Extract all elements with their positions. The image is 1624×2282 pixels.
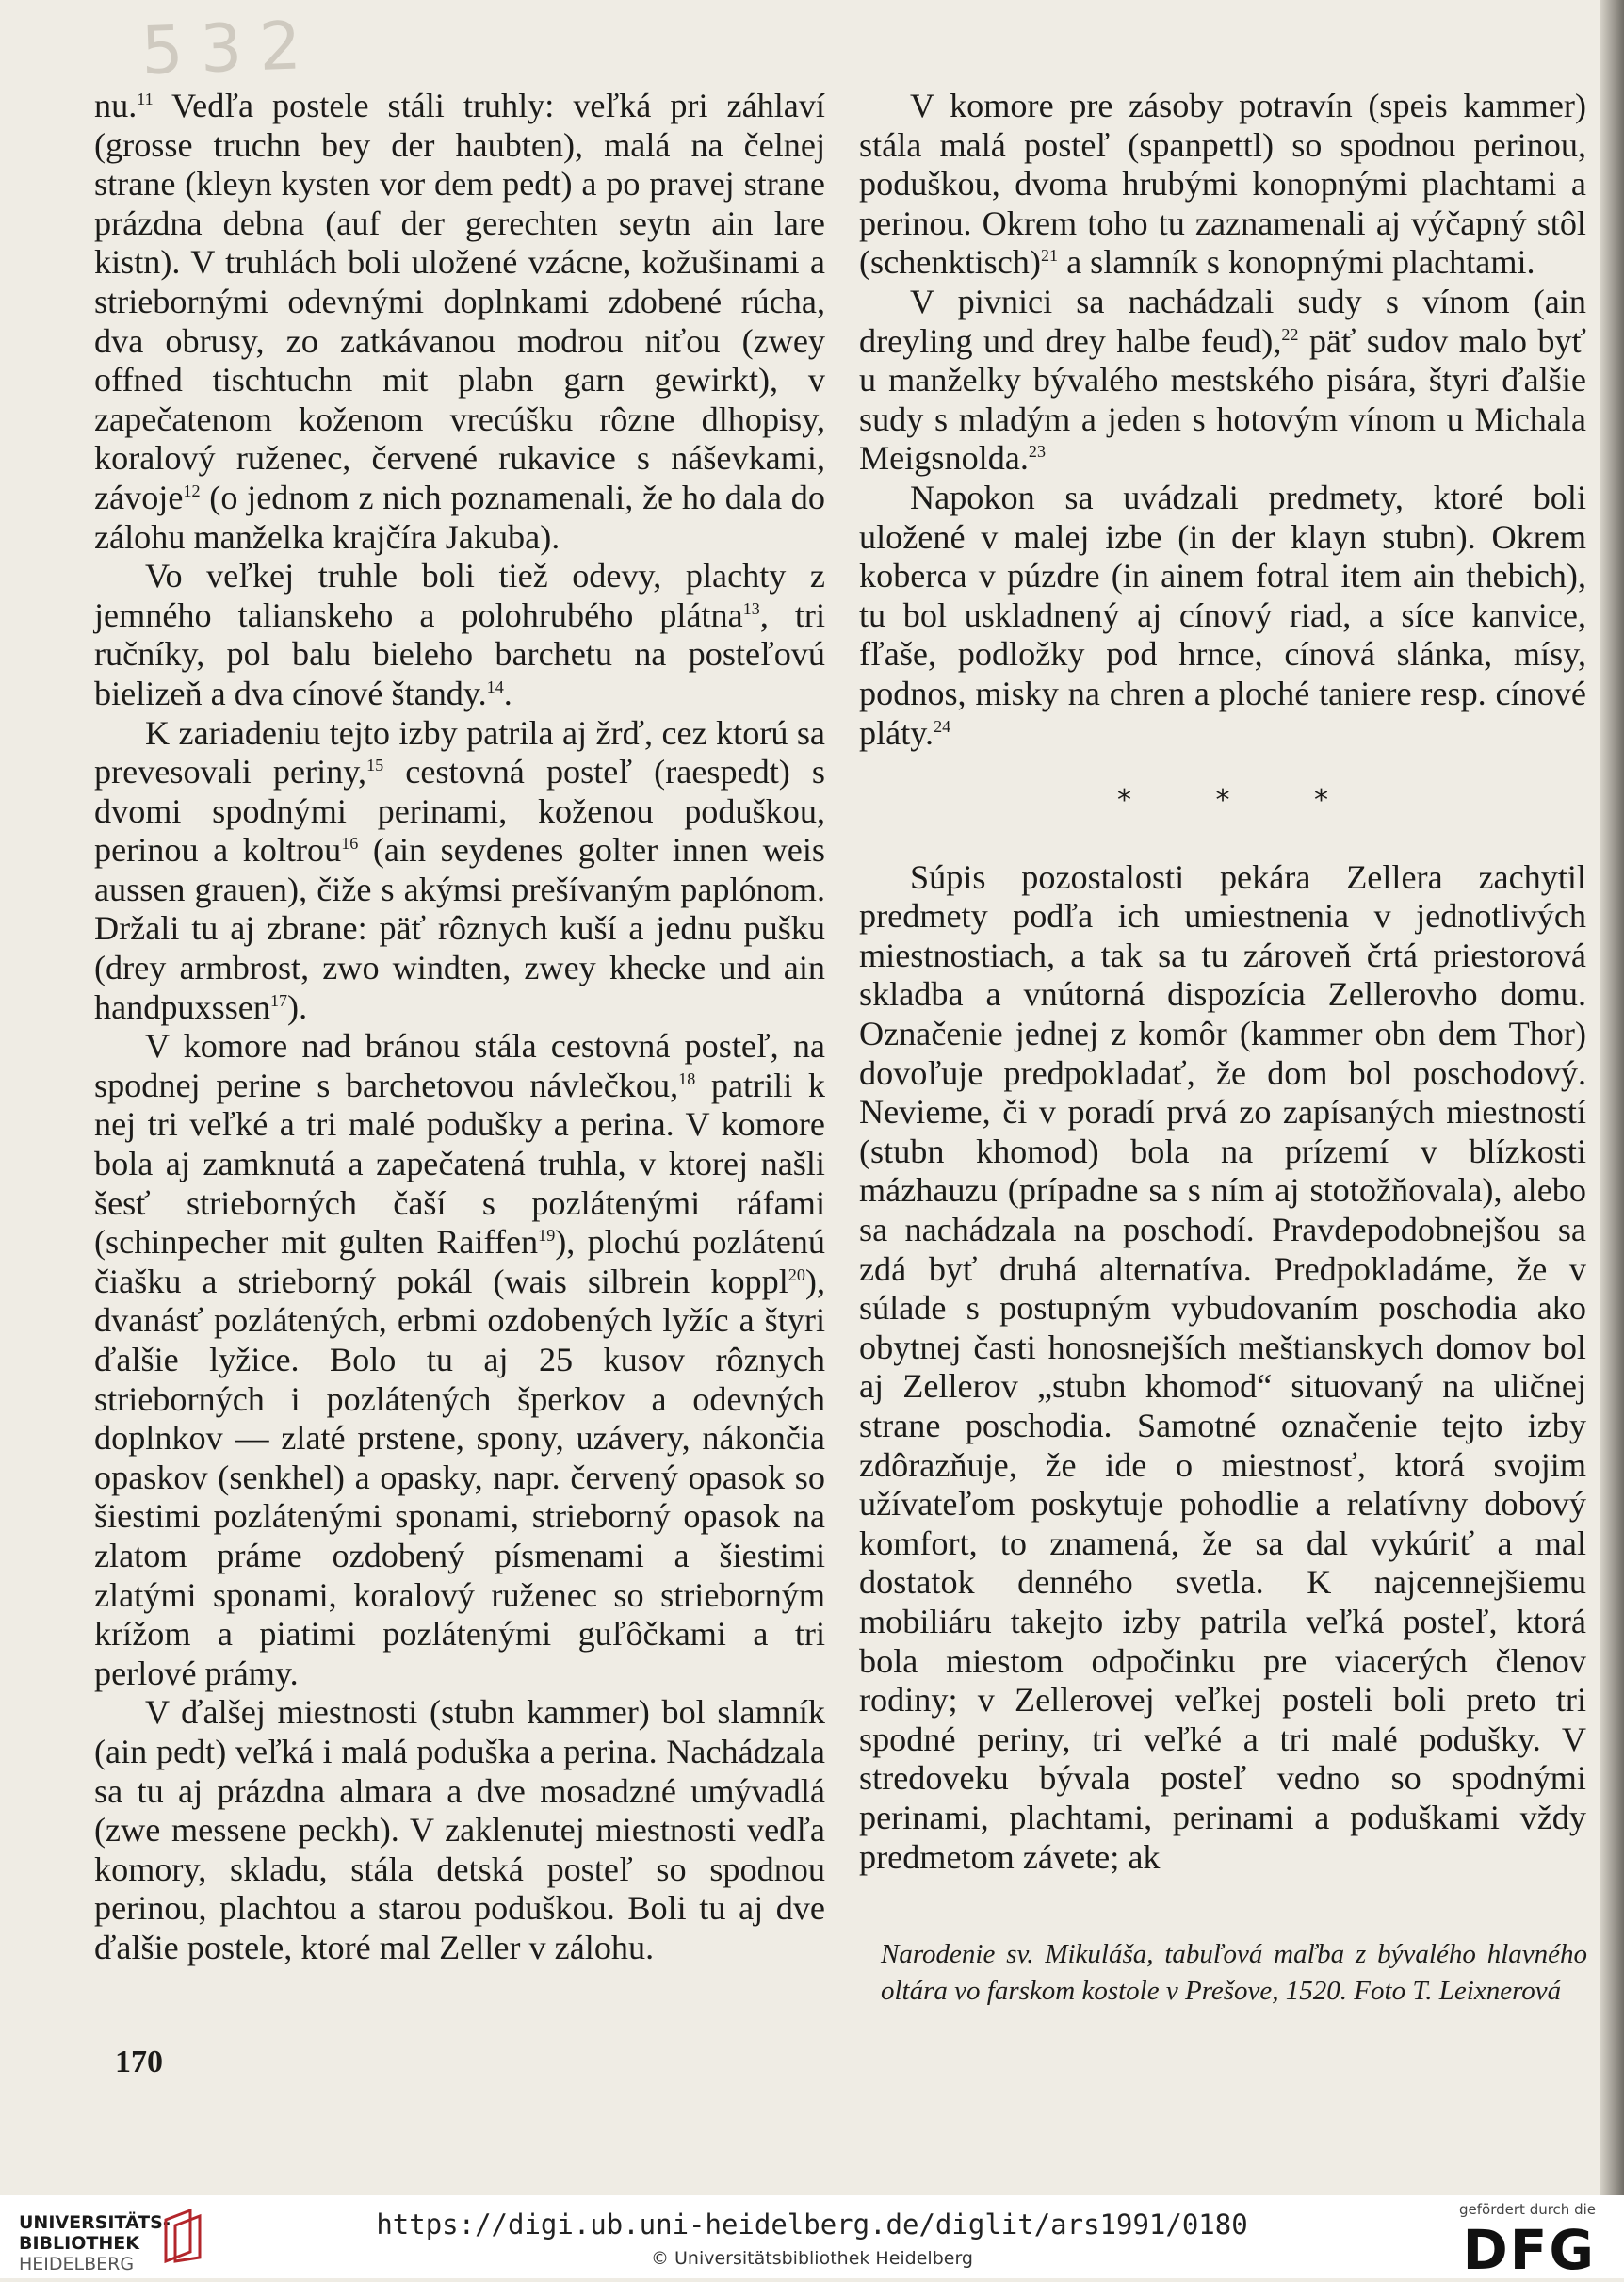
footnote-ref: 16 [341,834,359,854]
paragraph-text: . [503,674,512,712]
footnote-ref: 24 [934,716,951,736]
logo-line-1: UNIVERSITÄTS- [19,2212,171,2233]
paragraph-text: patrili k nej tri veľké a tri malé podušky a perina. V komore bola aj zamknutá a zapečatená truhla, v ktorej našli šesť strieborných čaší s pozlátenými ráfami (schinpecher mit gulten Raiffen [94,1066,825,1262]
paragraph-text: V ďalšej miestnosti (stubn kammer) bol slamník (ain pedt) veľká i malá poduška a perina. Nachádzala sa tu aj prázdna almara a dve mosadzné umývadlá (zwe messene peckh). V zaklenutej miestnosti vedľa komory, skladu, stála detská posteľ so spodnou perinou, plachtou a starou poduškou. Boli tu aj dve ďalšie postele, ktoré mal Zeller v zálohu. [94,1693,825,1966]
paragraph-text: V komore pre zásoby potravín (speis kammer) stála malá posteľ (spanpettl) so spodnou perinou, poduškou, dvoma hrubými konopnými plachtami a perinou. Okrem toho tu zaznamenali aj výčapný stôl (schenktisch) [859,87,1586,282]
footnote-ref: 14 [486,676,504,696]
figure-caption: Narodenie sv. Mikuláša, tabuľová maľba z bývalého hlavného oltára vo farskom kostole v Prešove, 1520. Foto T. Leixnerová [881,1939,1587,2006]
right-column-top [859,87,1586,753]
paragraph [94,87,825,557]
paragraph-text: K zariadeniu tejto izby patrila aj žrď, cez ktorú sa prevesovali periny, [94,713,825,791]
paragraph [859,283,1586,479]
paragraph-text: Súpis pozostalosti pekára Zellera zachytil predmety podľa ich umiestnenia v jednotlivých miestnostiach, a tak sa tu zároveň črtá priestorová skladba a vnútorná dispozícia Zellerovho domu. Označenie jednej z komôr (kammer obn dem Thor) dovoľuje predpokladať, že dom bol poschodový. Nevieme, či v poradí prvá zo zapísaných miestností (stubn khomod) bola na prízemí v blízkosti mázhauzu (prípadne sa s ním aj stotožňovala), alebo sa nachádzala na poschodí. Pravdepodobnejšou sa zdá byť druhá alternatíva. Predpokladáme, že v súlade s postupným vybudovaním poschodia ako obytnej časti honosnejších meštianskych domov bol aj Zellerov „stubn khomod“ situovaný na uličnej strane poschodia. Samotné označenie tejto izby zdôrazňuje, že ide o miestnosť, ktorá svojim užívateľom poskytuje pohodlie a relatívny dobový komfort, to znamená, že sa dal vykúriť a mal dostatok denného svetla. K najcennejšiemu mobiliáru takejto izby patrila veľká posteľ, ktorá bola miestom odpočinku pre viacerých členov rodiny; v Zellerovej veľkej posteli boli preto tri spodné periny, tri veľké a tri malé podušky. V stredoveku bývala posteľ vedno so spodnými perinami, plachtami, perinami a poduškami vždy predmetom závete; ak [859,857,1586,1876]
paragraph-text: Napokon sa uvádzali predmety, ktoré boli uložené v malej izbe (in der klayn stubn). Okrem koberca v púzdre (in ainem fotral item ain thebich), tu bol uskladnený aj cínový riad, a síce kanvice, fľaše, podložky pod hrnce, cínová slánka, mísy, podnos, misky na chren a ploché taniere resp. cínové pláty. [859,478,1586,752]
paragraph-text: ), dvanásť pozlátených, erbmi ozdobených lyžíc a štyri ďalšie lyžice. Bolo tu aj 25 kusov rôznych strieborných i pozlátených šperkov a odevných doplnkov — zlaté prstene, spony, uzávery, nákončia opaskov (senkhel) a opasky, napr. červený opasok so šiestimi pozlátenými sponami, strieborný opasok na zlatom práme ozdobený písmenami a šiestimi zlatými sponami, koralový ruženec so strieborným krížom a piatimi pozlátenými guľôčkami a tri perlové prámy. [94,1262,825,1692]
footnote-ref: 23 [1028,442,1047,462]
left-column [94,87,825,1968]
copyright-notice: © Universitätsbibliothek Heidelberg [650,2248,973,2269]
paragraph-text: V komore nad bránou stála cestovná posteľ, na spodnej perine s barchetovou návlečkou, [94,1027,825,1104]
footnote-ref: 11 [137,89,154,108]
document-url-link[interactable]: https://digi.ub.uni-heidelberg.de/diglit/ars1991/0180 [376,2209,1248,2241]
pencil-mark: 532 [139,6,319,90]
paragraph [94,1027,825,1693]
footnote-ref: 13 [742,598,760,618]
logo-line-2: BIBLIOTHEK [19,2233,139,2254]
footnote-ref: 18 [678,1068,696,1088]
paragraph [94,714,825,1028]
dfg-logo: DFG [1462,2218,1596,2282]
paragraph-text: (o jednom z nich poznamenali, že ho dala do zálohu manželka krajčíra Jakuba). [94,478,825,556]
paragraph-text: Vedľa postele stáli truhly: veľká pri záhlaví (grosse truchn bey der haubten), malá na čelnej strane (kleyn kysten vor dem pedt) a po pravej strane prázdna debna (auf der gerechten seytn ain lare kistn). V truhlách boli uložené vzácne, kožušinami a striebornými odevnými doplnkami zdobené rúcha, dva obrusy, zo zatkávanou modrou niťou (zwey offned tischtuchn mit plabn garn gewirkt), v zapečatenom koženom vrecúšku rôzne dlhopisy, koralový ruženec, červené rukavice s náševkami, závoje [94,87,825,516]
paragraph-text: a slamník s konopnými plachtami. [1058,243,1535,282]
paragraph [859,858,1586,1877]
footnote-ref: 15 [366,756,384,775]
paragraph-text: nu. [94,87,138,124]
page-number: 170 [115,2045,163,2079]
footer [0,2195,1624,2282]
right-column-bottom [859,858,1586,1877]
paragraph-text: ). [287,987,308,1026]
paragraph-text: cestovná posteľ (raespedt) s dvomi spodnými perinami, koženou poduškou, perinou a koltrou [94,753,826,870]
paragraph-text: ), plochú pozlátenú čiašku a strieborný pokál (wais silbrein koppl [94,1223,825,1300]
paragraph [859,87,1586,283]
page-edge [1600,0,1624,2195]
paragraph [94,1693,825,1967]
footnote-ref: 21 [1040,246,1059,266]
footnote-ref: 12 [183,481,201,500]
paragraph-text: Vo veľkej truhle boli tiež odevy, plachty z jemného talianskeho a polohrubého plátna [94,557,825,634]
paragraph-text: V pivnici sa nachádzali sudy s vínom (ain dreyling und drey halbe feud), [859,282,1586,360]
footnote-ref: 17 [269,990,288,1010]
section-separator: * * * [1116,784,1367,818]
footnote-ref: 20 [788,1264,805,1284]
paragraph-text: päť sudov malo byť u manželky bývalého mestského pisára, štyri ďalšie sudy s mladým a jeden s hotovým vínom u Michala Meigsnolda. [859,321,1586,478]
footnote-ref: 19 [538,1226,556,1246]
footnote-ref: 22 [1281,324,1299,344]
paragraph-text: , tri ručníky, pol balu bieleho barchetu na posteľovú bielizeň a dva cínové štandy. [94,595,825,712]
paragraph-text: (ain seydenes golter innen weis aussen grauen), čiže s akýmsi prešívaným paplónom. Držali tu aj zbrane: päť rôznych kuší a jednu pušku (drey armbrost, zwo windten, zwey khecke und ain handpuxssen [94,831,826,1026]
right-column [859,87,1586,1877]
funding-note: gefördert durch die [1459,2201,1596,2218]
paragraph [859,479,1586,753]
paragraph [94,557,825,713]
logo-line-3: HEIDELBERG [19,2254,135,2274]
